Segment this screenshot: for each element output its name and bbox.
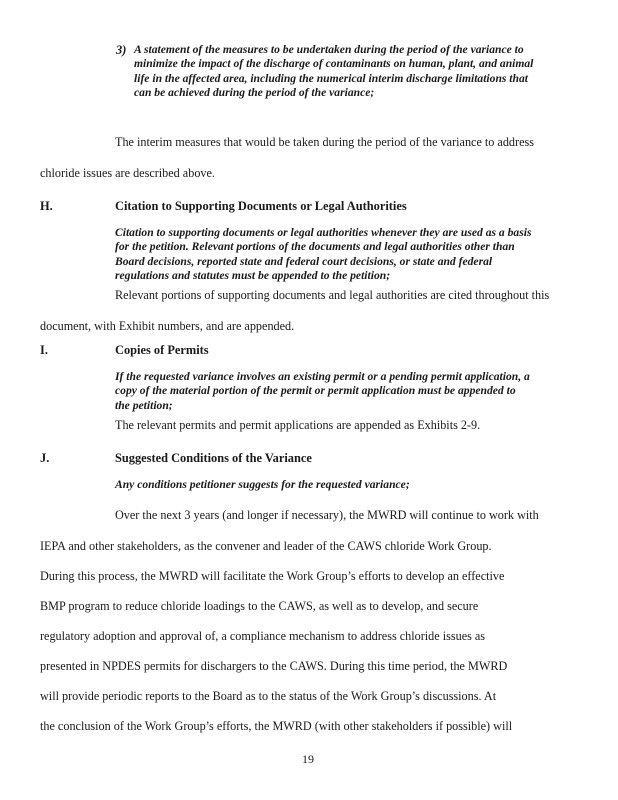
instruction-line: Board decisions, reported state and federal court decisions, or state and federal	[115, 254, 493, 268]
paragraph-line: IEPA and other stakeholders, as the convener and leader of the CAWS chloride Work Group.	[40, 539, 492, 553]
paragraph-line: BMP program to reduce chloride loadings to the CAWS, as well as to develop, and secure	[40, 599, 479, 613]
paragraph-line: the conclusion of the Work Group’s efforts, the MWRD (with other stakeholders if possible) will	[40, 719, 513, 733]
paragraph-line: The relevant permits and permit applications are appended as Exhibits 2-9.	[115, 418, 481, 432]
instruction-line: regulations and statutes must be appended to the petition;	[115, 268, 391, 282]
section-i-title: Copies of Permits	[115, 343, 209, 357]
item-3-line: can be achieved during the period of the variance;	[134, 85, 375, 99]
item-3-text	[134, 43, 533, 100]
paragraph-line: During this process, the MWRD will facilitate the Work Group’s efforts to develop an effective	[40, 569, 505, 583]
instruction-line: for the petition. Relevant portions of the documents and legal authorities other than	[115, 240, 515, 254]
section-j-letter: J.	[40, 451, 50, 465]
item-3-line: minimize the impact of the discharge of contaminants on human, plant, and animal	[134, 57, 534, 71]
paragraph-line: regulatory adoption and approval of, a compliance mechanism to address chloride issues as	[40, 629, 486, 643]
page-number: 19	[302, 752, 314, 766]
instruction-line: copy of the material portion of the permit or permit application must be appended to	[115, 384, 516, 398]
paragraph-line: presented in NPDES permits for dischargers to the CAWS. During this time period, the MWRD	[40, 659, 508, 673]
paragraph-line: document, with Exhibit numbers, and are appended.	[40, 319, 295, 333]
paragraph-line: Over the next 3 years (and longer if necessary), the MWRD will continue to work with	[115, 508, 539, 522]
section-j-title: Suggested Conditions of the Variance	[115, 451, 312, 465]
item-3-line: A statement of the measures to be undertaken during the period of the variance to	[134, 43, 524, 56]
section-h-letter: H.	[40, 199, 53, 213]
paragraph-line: Relevant portions of supporting documents and legal authorities are cited throughout this	[115, 288, 550, 302]
section-j-instruction: Any conditions petitioner suggests for the requested variance;	[115, 478, 410, 491]
item-number: 3)	[116, 43, 127, 57]
instruction-line: the petition;	[115, 398, 173, 412]
paragraph-line: chloride issues are described above.	[40, 166, 215, 180]
paragraph-line: The interim measures that would be taken during the period of the variance to address	[115, 135, 534, 149]
instruction-line: If the requested variance involves an existing permit or a pending permit application, a	[115, 370, 530, 383]
section-h-instruction	[115, 226, 531, 283]
section-h-title: Citation to Supporting Documents or Legal Authorities	[115, 199, 407, 213]
instruction-line: Citation to supporting documents or legal authorities whenever they are used as a basis	[115, 226, 532, 239]
section-i-instruction	[115, 370, 530, 413]
item-3-line: life in the affected area, including the numerical interim discharge limitations that	[134, 71, 528, 85]
section-i-letter: I.	[40, 343, 48, 357]
paragraph-line: will provide periodic reports to the Board as to the status of the Work Group’s discussions. At	[40, 689, 497, 703]
